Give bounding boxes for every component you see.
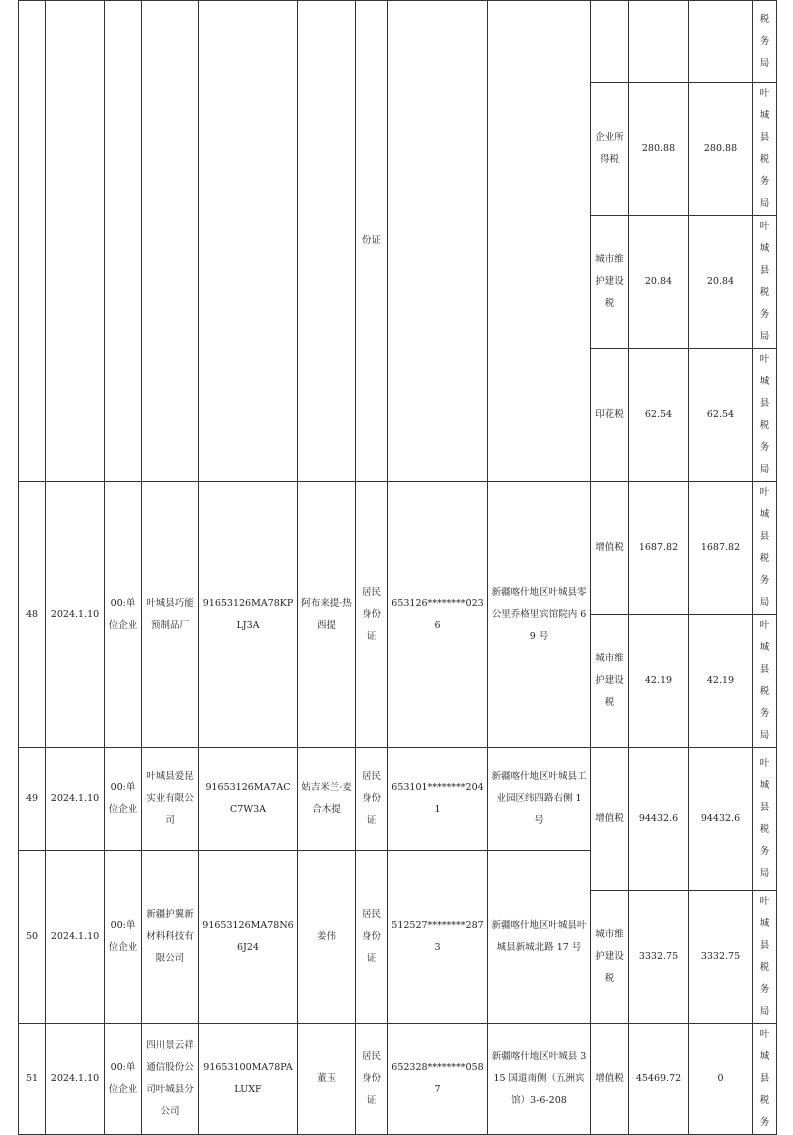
- amount-cell: 20.84: [689, 216, 753, 349]
- tax-type-cell: 增值税: [591, 482, 629, 615]
- seq-cell: 50: [19, 851, 46, 1024]
- taxpayer-type-cell: 00:单位企业: [105, 748, 142, 851]
- taxpayer-type-cell: 00:单位企业: [105, 851, 142, 1024]
- date-cell: 2024.1.10: [46, 851, 105, 1024]
- amount-cell: 3332.75: [689, 891, 753, 1024]
- table-row: [19, 1024, 777, 1135]
- taxpayer-type-cell: 00:单位企业: [105, 1024, 142, 1135]
- seq-cell: 51: [19, 1024, 46, 1135]
- date-cell: 2024.1.10: [46, 748, 105, 851]
- id-number-cell: 653101********2041: [388, 748, 488, 851]
- table-row: [19, 1, 777, 83]
- amount-cell: 42.19: [629, 615, 689, 748]
- id-number-cell: 653126********0236: [388, 482, 488, 748]
- address-cell: 新疆喀什地区叶城县叶城县新城北路 17 号: [488, 851, 591, 1024]
- tax-arrears-table: [18, 0, 777, 1135]
- authority-cell: 叶城县税务局: [753, 349, 777, 482]
- id-type-cell: 居民身份证: [356, 748, 388, 851]
- table-row: [19, 748, 777, 851]
- authority-cell: 叶城县税务局: [753, 482, 777, 615]
- amount-cell: 62.54: [689, 349, 753, 482]
- id-type-cell: 居民身份证: [356, 1024, 388, 1135]
- amount-cell: 280.88: [629, 83, 689, 216]
- amount-cell: 1687.82: [629, 482, 689, 615]
- tax-type-cell: 增值税: [591, 1024, 629, 1135]
- taxpayer-name-cell: 叶城县爱昆实业有限公司: [142, 748, 199, 851]
- credit-code-cell: 91653126MA78N66J24: [199, 851, 298, 1024]
- taxpayer-type-cell: 00:单位企业: [105, 482, 142, 748]
- credit-code-cell: 91653100MA78PALUXF: [199, 1024, 298, 1135]
- address-cell: 新疆喀什地区叶城县工业园区纬四路右侧 1 号: [488, 748, 591, 851]
- legal-person-cell: 董玉: [298, 1024, 356, 1135]
- authority-cell: 叶城县税务局: [753, 83, 777, 216]
- tax-type-cell: 城市维护建设税: [591, 216, 629, 349]
- id-type-cell: 份证: [356, 1, 388, 482]
- tax-type-cell: 城市维护建设税: [591, 891, 629, 1024]
- taxpayer-name-cell: 新疆护翼新材料科技有限公司: [142, 851, 199, 1024]
- taxpayer-name-cell: 叶城县巧能预制品厂: [142, 482, 199, 748]
- amount-cell: 42.19: [689, 615, 753, 748]
- authority-cell: 税务局: [753, 1, 777, 83]
- id-type-cell: 居民身份证: [356, 482, 388, 748]
- address-cell: 新疆喀什地区叶城县零公里乔格里宾馆院内 69 号: [488, 482, 591, 748]
- legal-person-cell: 阿布来提·热西提: [298, 482, 356, 748]
- legal-person-cell: 姜伟: [298, 851, 356, 1024]
- amount-cell: 62.54: [629, 349, 689, 482]
- authority-cell: 叶城县税务局: [753, 216, 777, 349]
- tax-type-cell: 企业所得税: [591, 83, 629, 216]
- amount-cell: 94432.6: [689, 748, 753, 891]
- id-number-cell: 512527********2873: [388, 851, 488, 1024]
- credit-code-cell: 91653126MA78KPLJ3A: [199, 482, 298, 748]
- amount-cell: 280.88: [689, 83, 753, 216]
- id-type-cell: 居民身份证: [356, 851, 388, 1024]
- authority-cell: 叶城县税务局: [753, 891, 777, 1024]
- date-cell: 2024.1.10: [46, 482, 105, 748]
- date-cell: 2024.1.10: [46, 1024, 105, 1135]
- tax-type-cell: 印花税: [591, 349, 629, 482]
- authority-cell: 叶城县税务: [753, 1024, 777, 1135]
- id-number-cell: 652328********0587: [388, 1024, 488, 1135]
- address-cell: 新疆喀什地区叶城县 315 国道南侧（五洲宾馆）3-6-208: [488, 1024, 591, 1135]
- authority-cell: 叶城县税务局: [753, 748, 777, 891]
- taxpayer-name-cell: 四川景云祥通信股份公司叶城县分公司: [142, 1024, 199, 1135]
- amount-cell: 94432.6: [629, 748, 689, 891]
- legal-person-cell: 姑吉米兰·麦合木提: [298, 748, 356, 851]
- amount-cell: 20.84: [629, 216, 689, 349]
- amount-cell: 1687.82: [689, 482, 753, 615]
- amount-cell: 0: [689, 1024, 753, 1135]
- authority-cell: 叶城县税务局: [753, 615, 777, 748]
- tax-type-cell: 增值税: [591, 748, 629, 891]
- seq-cell: 49: [19, 748, 46, 851]
- seq-cell: 48: [19, 482, 46, 748]
- amount-cell: 45469.72: [629, 1024, 689, 1135]
- tax-type-cell: 城市维护建设税: [591, 615, 629, 748]
- amount-cell: 3332.75: [629, 891, 689, 1024]
- credit-code-cell: 91653126MA7ACC7W3A: [199, 748, 298, 851]
- table-row: [19, 482, 777, 615]
